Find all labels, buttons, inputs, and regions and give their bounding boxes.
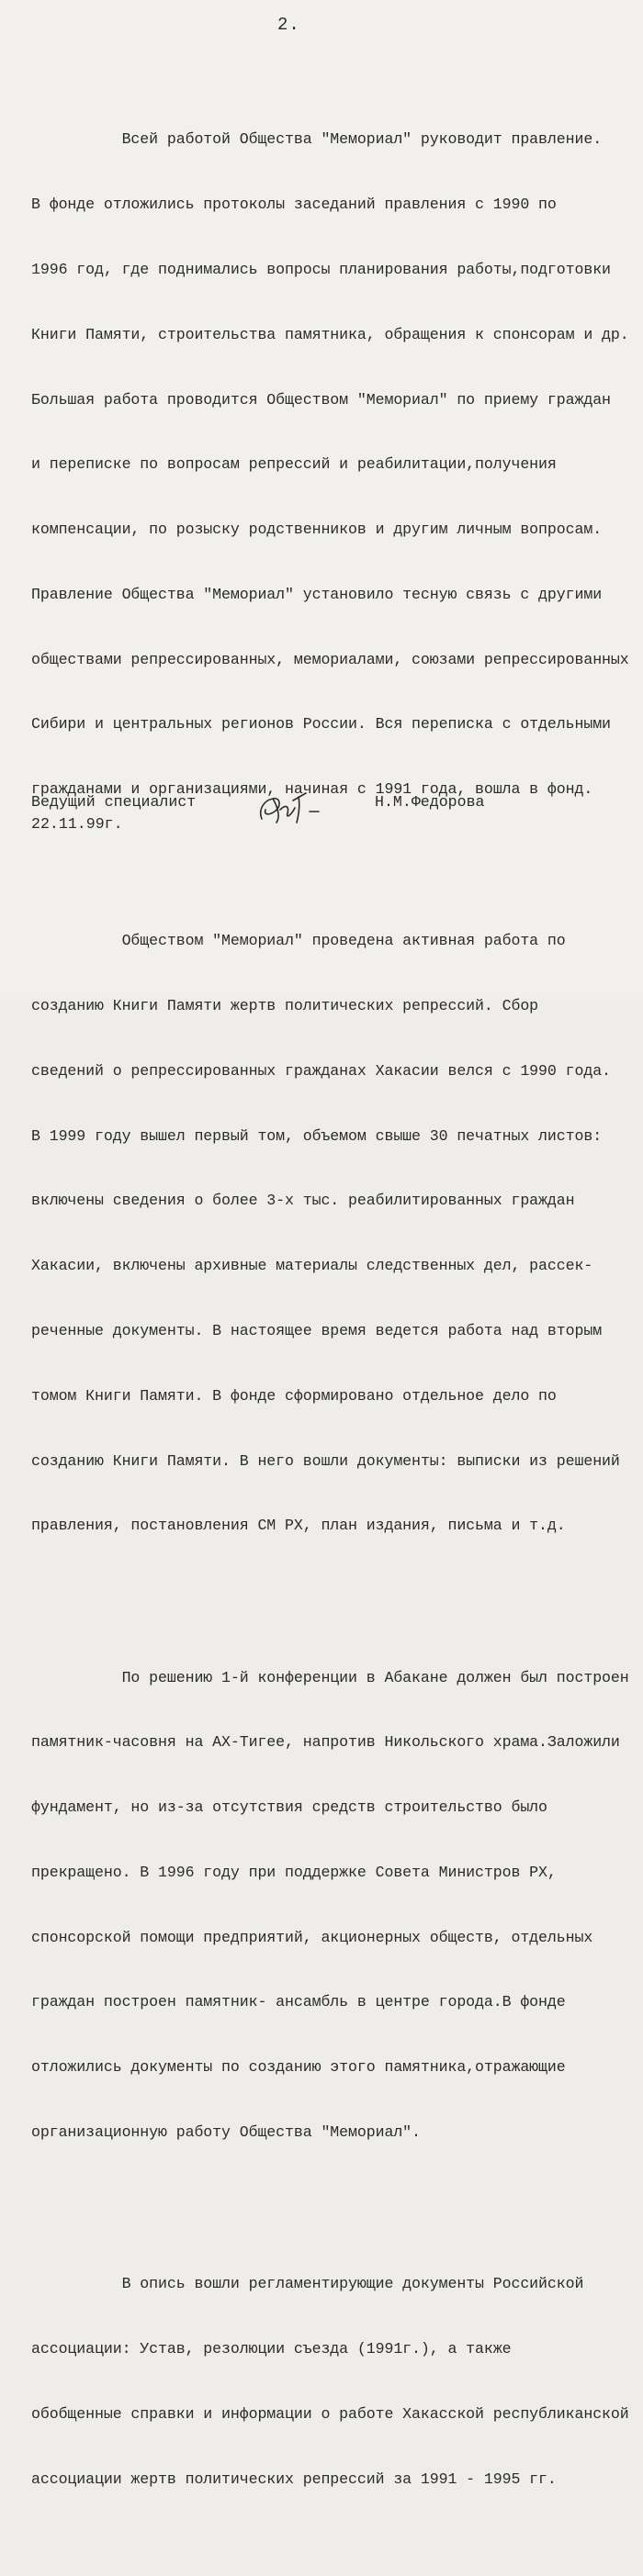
text-line: Большая работа проводится Обществом "Мемориал" по приему граждан bbox=[31, 390, 611, 409]
text-line: организационную работу Общества "Мемориал". bbox=[31, 2123, 421, 2141]
text-line: Сибири и центральных регионов России. Вся переписка с отдельными bbox=[31, 715, 611, 734]
text-line: томом Книги Памяти. В фонде сформировано отдельное дело по bbox=[31, 1386, 557, 1405]
text-line: созданию Книги Памяти. В него вошли документы: выписки из решений bbox=[31, 1451, 620, 1470]
text-line: гражданами и организациями, начиная с 1991 года, вошла в фонд. bbox=[31, 780, 593, 799]
document-date: 22.11.99г. bbox=[31, 815, 123, 833]
text-line: В опись вошли регламентирующие документы Российской bbox=[31, 2275, 584, 2293]
paragraph-2 bbox=[31, 887, 619, 1580]
text-line: памятник-часовня на АХ-Тигее, напротив Никольского храма.Заложили bbox=[31, 1733, 620, 1752]
signatory-name: Н.М.Федорова bbox=[375, 793, 485, 811]
handwritten-signature bbox=[253, 788, 326, 830]
text-line: правления, постановления СМ РХ, план издания, письма и т.д. bbox=[31, 1517, 566, 1535]
text-line: включены сведения о более 3-х тыс. реабилитированных граждан bbox=[31, 1192, 575, 1210]
text-line: Правление Общества "Мемориал" установило тесную связь с другими bbox=[31, 585, 603, 603]
text-line: ассоциации жертв политических репрессий за 1991 - 1995 гг. bbox=[31, 2470, 557, 2488]
text-line: Всей работой Общества "Мемориал" руководит правление. bbox=[31, 130, 603, 149]
text-line: отложились документы по созданию этого памятника,отражающие bbox=[31, 2058, 566, 2077]
text-line: ассоциации: Устав, резолюции съезда (1991г.), а также bbox=[31, 2339, 512, 2358]
document-body bbox=[31, 42, 629, 2576]
text-line: В 1999 году вышел первый том, объемом свыше 30 печатных листов: bbox=[31, 1126, 603, 1145]
paragraph-3 bbox=[31, 1623, 629, 2186]
text-line: Обществом "Мемориал" проведена активная работа по bbox=[31, 932, 566, 950]
text-line: и переписке по вопросам репрессий и реабилитации,получения bbox=[31, 455, 557, 474]
text-line: созданию Книги Памяти жертв политических репрессий. Сбор bbox=[31, 997, 539, 1015]
text-line: фундамент, но из-за отсутствия средств строительство было bbox=[31, 1798, 547, 1817]
text-line: обществами репрессированных, мемориалами, союзами репрессированных bbox=[31, 650, 629, 668]
text-line: спонсорской помощи предприятий, акционерных обществ, отдельных bbox=[31, 1928, 593, 1946]
text-line: По решению 1-й конференции в Абакане должен был построен bbox=[31, 1668, 629, 1686]
text-line: прекращено. В 1996 году при поддержке Совета Министров РХ, bbox=[31, 1863, 557, 1881]
text-line: граждан построен памятник- ансамбль в центре города.В фонде bbox=[31, 1993, 566, 2011]
signatory-title: Ведущий специалист bbox=[31, 793, 197, 811]
text-line: Хакасии, включены архивные материалы следственных дел, рассек- bbox=[31, 1257, 593, 1275]
page-number: 2. bbox=[277, 15, 300, 35]
text-line: 1996 год, где поднимались вопросы планирования работы,подготовки bbox=[31, 260, 611, 278]
text-line: Книги Памяти, строительства памятника, обращения к спонсорам и др. bbox=[31, 325, 629, 343]
paragraph-4 bbox=[31, 2230, 629, 2533]
text-line: сведений о репрессированных гражданах Хакасии велся с 1990 года. bbox=[31, 1061, 611, 1080]
paragraph-1 bbox=[31, 85, 629, 844]
text-line: компенсации, по розыску родственников и другим личным вопросам. bbox=[31, 521, 603, 539]
text-line: реченные документы. В настоящее время ведется работа над вторым bbox=[31, 1322, 603, 1340]
text-line: В фонде отложились протоколы заседаний правления с 1990 по bbox=[31, 196, 557, 214]
text-line: обобщенные справки и информации о работе Хакасской республиканской bbox=[31, 2404, 629, 2423]
